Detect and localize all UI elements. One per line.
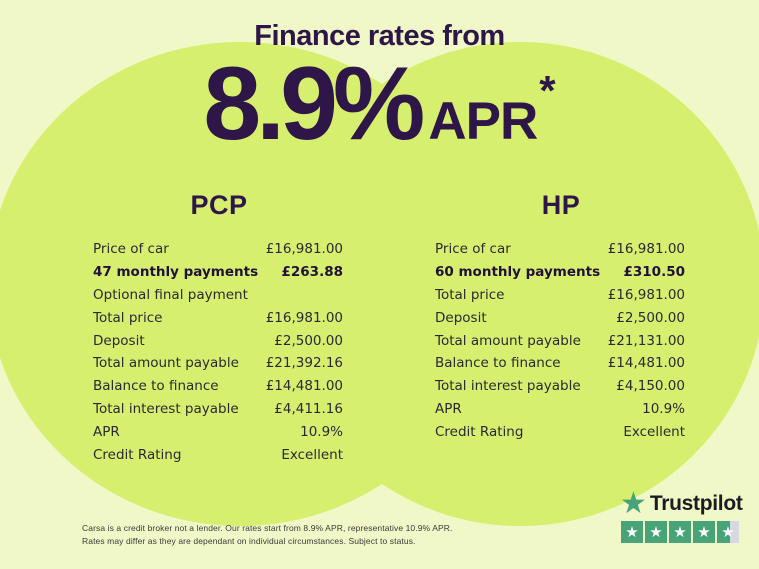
banner-title: Finance rates from (254, 20, 505, 52)
row-label: Credit Rating (93, 446, 182, 463)
row-value: £16,981.00 (607, 286, 685, 303)
row-label: Balance to finance (93, 378, 219, 395)
table-row (435, 398, 685, 421)
row-value: £310.50 (623, 264, 685, 281)
table-row (435, 284, 685, 307)
row-value: £4,150.00 (616, 378, 685, 395)
row-value: £16,981.00 (265, 309, 343, 326)
trustpilot-wordmark: Trustpilot (649, 492, 743, 515)
rating-star-icon: ★ (669, 521, 691, 543)
rate-suffix: APR (428, 92, 538, 151)
disclaimer-line-1: Carsa is a credit broker not a lender. Our rates start from 8.9% APR, representative 10.9% APR. (82, 523, 453, 533)
row-value: £2,500.00 (274, 332, 343, 349)
row-label: Credit Rating (435, 423, 524, 440)
trustpilot-widget (620, 487, 743, 543)
table-row (435, 375, 685, 398)
row-value: 10.9% (300, 423, 343, 440)
row-label: Deposit (435, 309, 487, 326)
rate-value: 8.9% (203, 46, 421, 162)
row-label: Deposit (93, 332, 145, 349)
row-label: 47 monthly payments (93, 264, 259, 281)
rating-star-icon: ★ (645, 521, 667, 543)
table-row (93, 375, 343, 398)
table-row (435, 238, 685, 261)
row-label: Balance to finance (435, 355, 561, 372)
row-value: £21,392.16 (265, 355, 343, 372)
hp-heading: HP (541, 190, 581, 220)
row-label: Price of car (93, 241, 169, 258)
disclaimer-line-2: Rates may differ as they are dependant on individual circumstances. Subject to status. (82, 536, 416, 546)
trustpilot-rating-stars (621, 521, 743, 543)
row-value: £16,981.00 (607, 241, 685, 258)
row-value: £4,411.16 (274, 400, 343, 417)
pcp-heading: PCP (190, 190, 248, 220)
rating-star-icon: ★ (717, 521, 739, 543)
rate-asterisk: * (539, 67, 556, 114)
row-label: Total interest payable (435, 378, 581, 395)
table-row (435, 306, 685, 329)
table-row (93, 238, 343, 261)
rating-star-icon: ★ (693, 521, 715, 543)
row-value: £14,481.00 (607, 355, 685, 372)
disclaimer (82, 522, 452, 548)
table-row (93, 329, 343, 352)
table-row (435, 352, 685, 375)
row-label: 60 monthly payments (435, 264, 601, 281)
row-value: Excellent (623, 423, 685, 440)
row-value: 10.9% (642, 400, 685, 417)
row-label: Total amount payable (93, 355, 239, 372)
row-label: Total price (435, 286, 505, 303)
table-row (435, 329, 685, 352)
trustpilot-logo (620, 487, 743, 520)
row-label: Total price (93, 309, 163, 326)
pcp-table (93, 238, 343, 466)
table-row (93, 306, 343, 329)
hp-table (435, 238, 685, 443)
table-row (93, 398, 343, 421)
table-row (93, 261, 343, 284)
table-row (93, 420, 343, 443)
row-value: £21,131.00 (607, 332, 685, 349)
row-value: Excellent (281, 446, 343, 463)
row-label: Optional final payment (93, 286, 248, 303)
row-label: Total amount payable (435, 332, 581, 349)
table-row (93, 443, 343, 466)
headline-rate (0, 46, 759, 162)
row-value: £16,981.00 (265, 241, 343, 258)
row-label: Price of car (435, 241, 511, 258)
row-value: £14,481.00 (265, 378, 343, 395)
row-label: Total interest payable (93, 400, 239, 417)
table-row (93, 352, 343, 375)
row-label: APR (93, 423, 120, 440)
rating-star-icon: ★ (621, 521, 643, 543)
table-row (93, 284, 343, 307)
table-row (435, 261, 685, 284)
row-value: £2,500.00 (616, 309, 685, 326)
row-value: £263.88 (281, 264, 343, 281)
row-label: APR (435, 400, 462, 417)
table-row (435, 420, 685, 443)
trustpilot-star-icon: ★ (620, 487, 647, 520)
